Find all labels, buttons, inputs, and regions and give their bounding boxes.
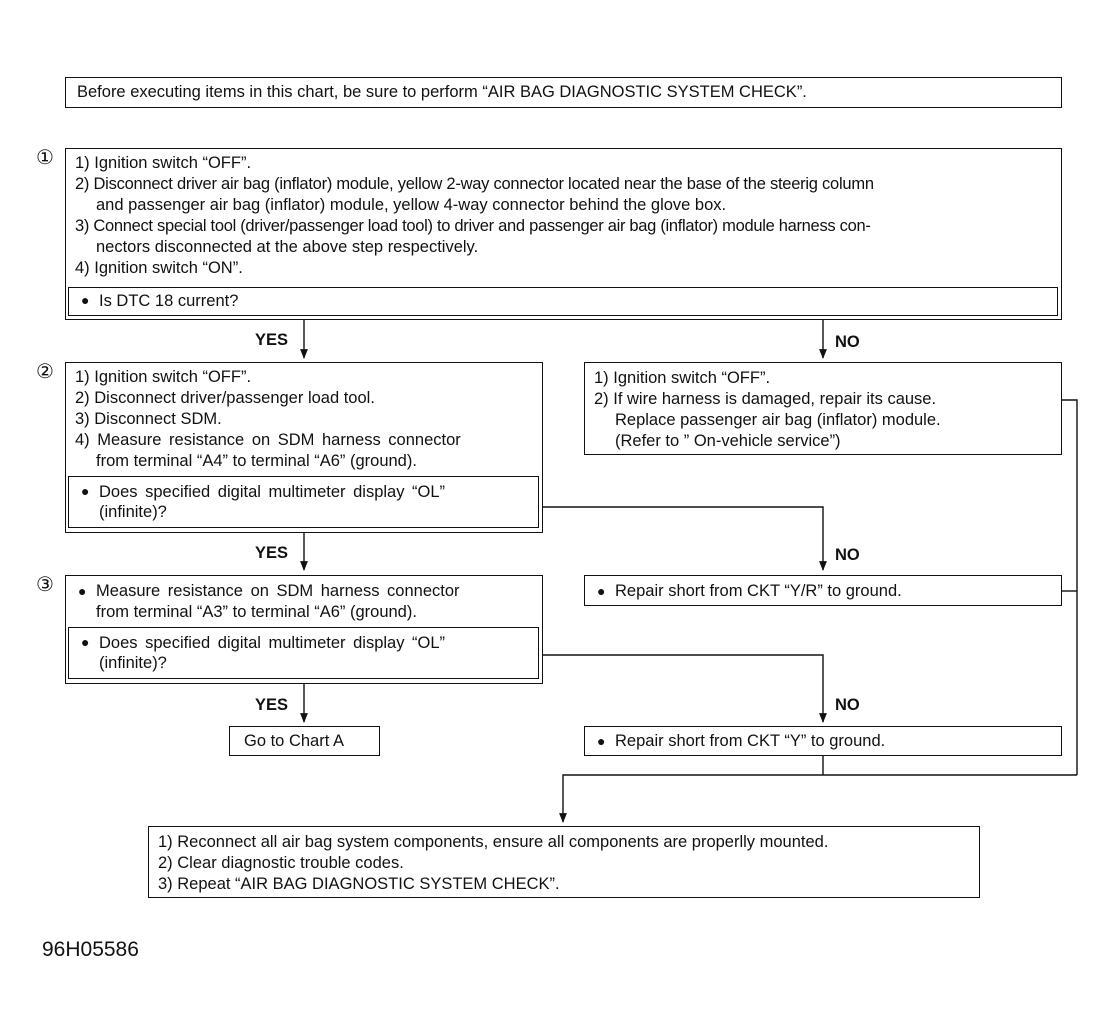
step-2-question-box [68, 476, 539, 528]
no-3-text: Repair short from CKT “Y” to ground. [615, 732, 886, 750]
step-1-line-6: 4) Ignition switch “ON”. [75, 259, 243, 277]
bullet-icon: ● [81, 634, 90, 650]
s2-no-label: NO [835, 546, 860, 564]
no-1-box [584, 362, 1062, 455]
step-2-line-1: 1) Ignition switch “OFF”. [75, 368, 252, 386]
precheck-note-box [65, 77, 1062, 108]
step-2-marker: ② [36, 361, 54, 383]
final-line-2: 2) Clear diagnostic trouble codes. [158, 854, 404, 872]
goto-chart-a-text: Go to Chart A [244, 732, 344, 750]
return-line-right [1061, 400, 1077, 775]
s3-yes-label: YES [255, 696, 289, 714]
step-3-line-1: Measure resistance on SDM harness connector [96, 582, 460, 600]
no-2-text: Repair short from CKT “Y/R” to ground. [615, 582, 902, 600]
goto-chart-a-box [229, 726, 380, 756]
step-3-marker: ③ [36, 574, 54, 596]
arrow-to-final [563, 775, 1077, 822]
final-box [148, 826, 980, 898]
step-3-line-2: from terminal “A3” to terminal “A6” (ground). [96, 603, 417, 621]
step-1-question-box [68, 287, 1058, 316]
s1-no-label: NO [835, 333, 860, 351]
step-3-box [65, 575, 543, 684]
step-3-question-line-1: Does specified digital multimeter display “OL” [99, 634, 446, 652]
no-2-box [584, 575, 1062, 606]
final-line-1: 1) Reconnect all air bag system components, ensure all components are properlly mounted. [158, 833, 829, 851]
s1-yes-label: YES [255, 331, 289, 349]
bullet-icon: ● [78, 583, 87, 599]
bullet-icon: ● [597, 733, 606, 749]
no-1-line-4: (Refer to ” On-vehicle service”) [615, 432, 841, 450]
step-2-question-line-2: (infinite)? [99, 503, 167, 521]
bullet-icon: ● [81, 483, 90, 499]
step-2-line-3: 3) Disconnect SDM. [75, 410, 222, 428]
bullet-icon: ● [597, 583, 606, 599]
arrow-s2-no [540, 507, 823, 570]
no-3-box [584, 726, 1062, 756]
step-1-question: Is DTC 18 current? [99, 292, 239, 310]
s2-yes-label: YES [255, 544, 289, 562]
step-1-box [65, 148, 1062, 320]
bullet-icon: ● [81, 292, 90, 308]
figure-reference: 96H05586 [42, 938, 139, 961]
step-3-question-box [68, 627, 539, 679]
step-1-line-3: and passenger air bag (inflator) module, yellow 4-way connector behind the glove box. [96, 196, 727, 214]
step-1-line-2: 2) Disconnect driver air bag (inflator) module, yellow 2-way connector located near the base of the steerig column [75, 175, 874, 193]
no-1-line-1: 1) Ignition switch “OFF”. [594, 369, 771, 387]
step-2-line-5: from terminal “A4” to terminal “A6” (ground). [96, 452, 417, 470]
step-1-line-4: 3) Connect special tool (driver/passenger load tool) to driver and passenger air bag (inflator) module harness con- [75, 217, 871, 235]
no-1-line-3: Replace passenger air bag (inflator) module. [615, 411, 941, 429]
precheck-note: Before executing items in this chart, be sure to perform “AIR BAG DIAGNOSTIC SYSTEM CHECK”. [77, 83, 807, 101]
arrow-s3-no [540, 655, 823, 722]
step-3-question-line-2: (infinite)? [99, 654, 167, 672]
s3-no-label: NO [835, 696, 860, 714]
step-2-line-2: 2) Disconnect driver/passenger load tool. [75, 389, 375, 407]
step-1-line-5: nectors disconnected at the above step respectively. [96, 238, 479, 256]
final-line-3: 3) Repeat “AIR BAG DIAGNOSTIC SYSTEM CHECK”. [158, 875, 560, 893]
step-2-box [65, 362, 543, 533]
step-1-line-1: 1) Ignition switch “OFF”. [75, 154, 252, 172]
step-2-question-line-1: Does specified digital multimeter display “OL” [99, 483, 446, 501]
step-1-marker: ① [36, 147, 54, 169]
no-1-line-2: 2) If wire harness is damaged, repair its cause. [594, 390, 937, 408]
step-2-line-4: 4) Measure resistance on SDM harness connector [75, 431, 461, 449]
